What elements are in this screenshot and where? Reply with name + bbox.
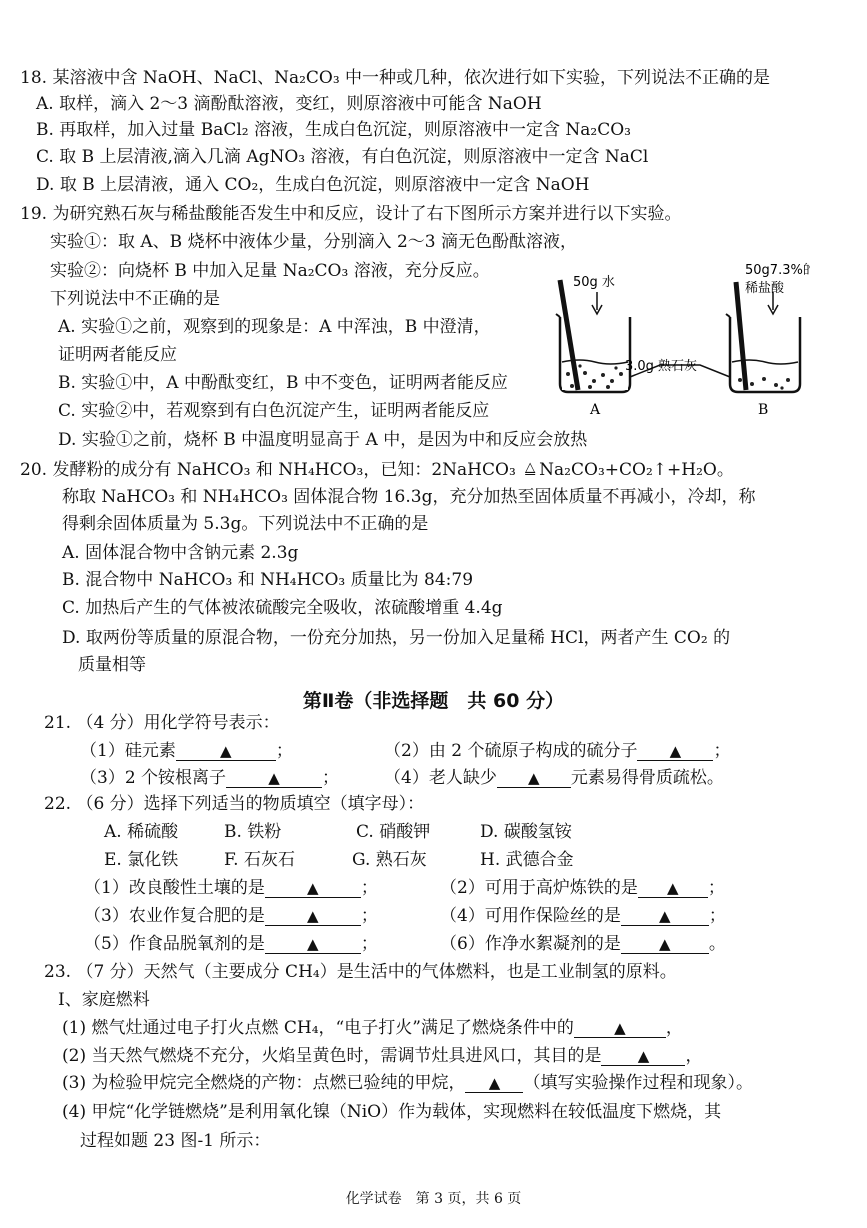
label-acid-1: 50g7.3%的 bbox=[745, 263, 810, 278]
q21-stem: 21. （4 分）用化学符号表示： bbox=[44, 713, 280, 733]
q21-p1-label: （1）硅元素 bbox=[80, 741, 176, 761]
page-footer: 化学试卷 第 3 页，共 6 页 bbox=[345, 1191, 522, 1207]
q23-part-2: (2) 当天然气燃烧不充分，火焰呈黄色时，需调节灶具进风口，其目的是 ▲ ， bbox=[62, 1046, 703, 1066]
q20-option-c: C. 加热后产生的气体被浓硫酸完全吸收，浓硫酸增重 4.4g bbox=[62, 598, 503, 618]
q23-part-1: (1) 燃气灶通过电子打火点燃 CH₄，“电子打火”满足了燃烧条件中的 ▲ ， bbox=[62, 1018, 683, 1038]
q21-p4a: （4）老人缺少 bbox=[384, 768, 497, 788]
q22-option-c: C. 硝酸钾 bbox=[356, 822, 431, 842]
answer-blank[interactable]: ▲ bbox=[265, 907, 361, 926]
q23-p3b: （填写实验操作过程和现象）。 bbox=[523, 1073, 753, 1093]
q19-ask: 下列说法中不正确的是 bbox=[50, 289, 220, 309]
answer-blank[interactable]: ▲ bbox=[621, 907, 709, 926]
q19-exp2: 实验②：向烧杯 B 中加入足量 Na₂CO₃ 溶液，充分反应。 bbox=[50, 261, 490, 281]
q21-p3-label: （3）2 个铵根离子 bbox=[80, 768, 227, 788]
q22-part-2: （2）可用于高炉炼铁的是 ▲ ； bbox=[440, 878, 725, 898]
q22-part-3: （3）农业作复合肥的是 ▲ ； bbox=[84, 906, 378, 926]
q23-p1-label: (1) 燃气灶通过电子打火点燃 CH₄，“电子打火”满足了燃烧条件中的 bbox=[62, 1018, 574, 1038]
q18-option-b: B. 再取样，加入过量 BaCl₂ 溶液，生成白色沉淀，则原溶液中一定含 Na₂CO₃ bbox=[36, 120, 631, 140]
q23-part-4: (4) 甲烷“化学链燃烧”是利用氧化镍（NiO）作为载体，实现燃料在较低温度下燃烧，其 bbox=[62, 1102, 722, 1122]
q19-exp1: 实验①：取 A、B 烧杯中液体少量，分别滴入 2～3 滴无色酚酞溶液， bbox=[50, 232, 578, 252]
q20-stem-2: 称取 NaHCO₃ 和 NH₄HCO₃ 固体混合物 16.3g，充分加热至固体质量不再减小，冷却，称 bbox=[62, 487, 756, 507]
q22-stem: 22. （6 分）选择下列适当的物质填空（填字母）： bbox=[44, 794, 425, 814]
label-beaker-b: B bbox=[758, 402, 769, 418]
q22-part-6: （6）作净水絮凝剂的是 ▲ 。 bbox=[440, 934, 726, 954]
beaker-figure bbox=[540, 262, 810, 427]
q22-p5-label: （5）作食品脱氧剂的是 bbox=[84, 934, 265, 954]
q23-p3a: (3) 为检验甲烷完全燃烧的产物：点燃已验纯的甲烷， bbox=[62, 1073, 466, 1093]
answer-blank[interactable]: ▲ bbox=[601, 1047, 685, 1066]
answer-blank[interactable]: ▲ bbox=[621, 935, 709, 954]
q22-option-d: D. 碳酸氢铵 bbox=[480, 822, 572, 842]
q22-p2-label: （2）可用于高炉炼铁的是 bbox=[440, 878, 638, 898]
label-acid-2: 稀盐酸 bbox=[745, 281, 785, 296]
answer-blank[interactable]: ▲ bbox=[638, 879, 708, 898]
answer-blank[interactable]: ▲ bbox=[265, 879, 361, 898]
q21-p2-label: （2）由 2 个硫原子构成的硫分子 bbox=[384, 741, 638, 761]
q20-option-d-cont: 质量相等 bbox=[78, 655, 146, 675]
q18-option-d: D. 取 B 上层清液，通入 CO₂，生成白色沉淀，则原溶液中一定含 NaOH bbox=[36, 175, 590, 195]
answer-blank[interactable]: ▲ bbox=[637, 742, 713, 761]
q20-stem-3: 得剩余固体质量为 5.3g。下列说法中不正确的是 bbox=[62, 514, 429, 534]
q19-option-a-cont: 证明两者能反应 bbox=[58, 345, 177, 365]
q21-part-3: （3）2 个铵根离子 ▲ ； bbox=[80, 768, 340, 788]
label-beaker-a: A bbox=[590, 402, 601, 418]
answer-blank[interactable]: ▲ bbox=[265, 935, 361, 954]
q22-p6-label: （6）作净水絮凝剂的是 bbox=[440, 934, 621, 954]
q19-option-b: B. 实验①中，A 中酚酞变红，B 中不变色，证明两者能反应 bbox=[58, 373, 508, 393]
q19-option-c: C. 实验②中，若观察到有白色沉淀产生，证明两者能反应 bbox=[58, 401, 490, 421]
q21-part-4 bbox=[384, 767, 724, 789]
label-lime: 3.0g 熟石灰 bbox=[625, 359, 698, 374]
q20-option-d: D. 取两份等质量的原混合物，一份充分加热，另一份加入足量稀 HCl，两者产生 CO₂ 的 bbox=[62, 628, 731, 648]
q18-option-a: A. 取样，滴入 2～3 滴酚酞溶液，变红，则原溶液中可能含 NaOH bbox=[36, 94, 542, 114]
q22-option-f: F. 石灰石 bbox=[224, 850, 295, 870]
q22-part-5: （5）作食品脱氧剂的是 ▲ ； bbox=[84, 934, 378, 954]
q23-part-4-cont: 过程如题 23 图-1 所示： bbox=[80, 1131, 271, 1151]
q22-p3-label: （3）农业作复合肥的是 bbox=[84, 906, 265, 926]
q23-stem: 23. （7 分）天然气（主要成分 CH₄）是生活中的气体燃料，也是工业制氢的原料。 bbox=[44, 962, 677, 982]
q22-part-4: （4）可用作保险丝的是 ▲ ； bbox=[440, 906, 726, 926]
q20-stem-1b: Na₂CO₃+CO₂↑+H₂O。 bbox=[539, 460, 734, 480]
q19-option-a: A. 实验①之前，观察到的现象是：A 中浑浊，B 中澄清， bbox=[58, 317, 491, 337]
q21-p4b: 元素易得骨质疏松。 bbox=[570, 768, 724, 788]
answer-blank[interactable]: ▲ bbox=[465, 1074, 523, 1093]
q19-stem: 19. 为研究熟石灰与稀盐酸能否发生中和反应，设计了右下图所示方案并进行以下实验。 bbox=[20, 204, 682, 224]
q22-part-1: （1）改良酸性土壤的是 ▲ ； bbox=[84, 878, 378, 898]
section-title: 第Ⅱ卷（非选择题 共 60 分） bbox=[302, 690, 565, 712]
q21-part-1: （1）硅元素 ▲ ； bbox=[80, 741, 293, 761]
q20-option-b: B. 混合物中 NaHCO₃ 和 NH₄HCO₃ 质量比为 84:79 bbox=[62, 570, 474, 590]
answer-blank[interactable]: ▲ bbox=[176, 742, 276, 761]
answer-blank[interactable]: ▲ bbox=[226, 769, 322, 788]
q23-p2-label: (2) 当天然气燃烧不充分，火焰呈黄色时，需调节灶具进风口，其目的是 bbox=[62, 1046, 602, 1066]
q20-stem-1a: 20. 发酵粉的成分有 NaHCO₃ 和 NH₄HCO₃，已知：2NaHCO₃ bbox=[20, 460, 522, 480]
reaction-condition: △ bbox=[525, 460, 536, 475]
q21-part-2: （2）由 2 个硫原子构成的硫分子 ▲ ； bbox=[384, 741, 731, 761]
q23-section-1: Ⅰ、家庭燃料 bbox=[58, 990, 150, 1010]
q22-option-g: G. 熟石灰 bbox=[352, 850, 427, 870]
q22-option-h: H. 武德合金 bbox=[480, 850, 574, 870]
q22-p4-label: （4）可用作保险丝的是 bbox=[440, 906, 621, 926]
q22-option-e: E. 氯化铁 bbox=[104, 850, 179, 870]
q18-stem: 18. 某溶液中含 NaOH、NaCl、Na₂CO₃ 中一种或几种，依次进行如下实验，下列说法不正确的是 bbox=[20, 68, 771, 88]
q23-part-3 bbox=[62, 1072, 753, 1094]
q22-option-b: B. 铁粉 bbox=[224, 822, 282, 842]
q22-p1-label: （1）改良酸性土壤的是 bbox=[84, 878, 265, 898]
answer-blank[interactable]: ▲ bbox=[574, 1019, 666, 1038]
label-water: 50g 水 bbox=[573, 275, 615, 290]
q22-option-a: A. 稀硫酸 bbox=[104, 822, 179, 842]
q18-option-c: C. 取 B 上层清液,滴入几滴 AgNO₃ 溶液，有白色沉淀，则原溶液中一定含 NaCl bbox=[36, 147, 649, 167]
answer-blank[interactable]: ▲ bbox=[497, 769, 571, 788]
q19-option-d: D. 实验①之前，烧杯 B 中温度明显高于 A 中，是因为中和反应会放热 bbox=[58, 430, 588, 450]
q20-option-a: A. 固体混合物中含钠元素 2.3g bbox=[62, 543, 299, 563]
q20-stem-1 bbox=[20, 457, 734, 481]
